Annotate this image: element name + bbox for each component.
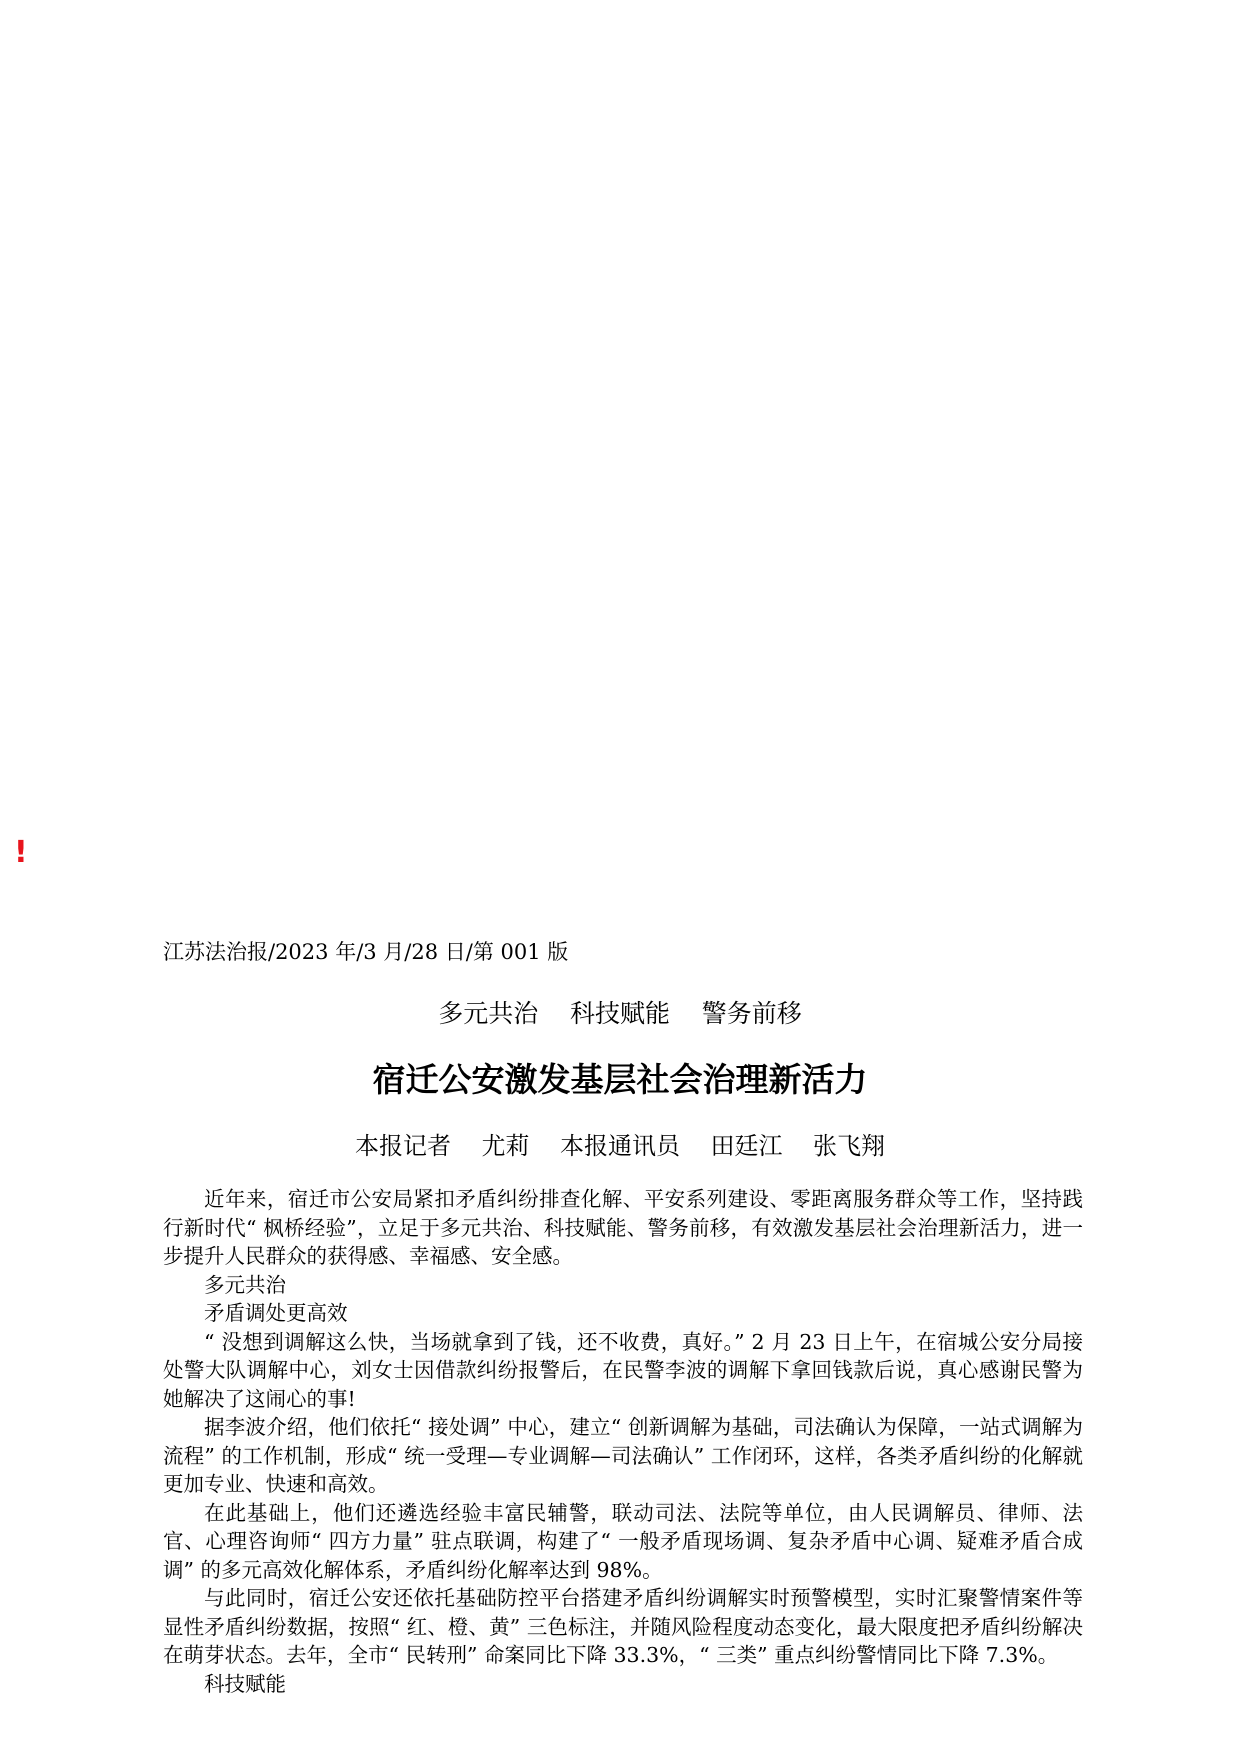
paragraph: “ 没想到调解这么快，当场就拿到了钱，还不收费，真好。” 2 月 23 日上午，在宿城公安分局接处警大队调解中心，刘女士因借款纠纷报警后，在民警李波的调解下拿回钱款后说，真心感谢民警为她解决了这闹心的事! (163, 1329, 1083, 1411)
section-subheading: 矛盾调处更高效 (204, 1301, 348, 1325)
section-heading: 科技赋能 (204, 1671, 286, 1696)
section-heading: 多元共治 (204, 1272, 286, 1297)
paragraph: 与此同时，宿迁公安还依托基础防控平台搭建矛盾纠纷调解实时预警模型，实时汇聚警情案件等显性矛盾纠纷数据，按照“ 红、橙、黄” 三色标注，并随风险程度动态变化，最大限度把矛盾纠纷解决在萌芽状态。去年，全市“ 民转刑” 命案同比下降 33.3%，“ 三类” 重点纠纷警情同比下降 7.3%。 (163, 1586, 1083, 1667)
paragraph: 在此基础上，他们还遴选经验丰富民辅警，联动司法、法院等单位，由人民调解员、律师、法官、心理咨询师“ 四方力量” 驻点联调，构建了“ 一般矛盾现场调、复杂矛盾中心调、疑难矛盾合成调” 的多元高效化解体系，矛盾纠纷化解率达到 98%。 (163, 1500, 1083, 1582)
article-body (163, 1185, 1083, 1698)
paragraph-intro: 近年来，宿迁市公安局紧扣矛盾纠纷排查化解、平安系列建设、零距离服务群众等工作，坚持践行新时代“ 枫桥经验”，立足于多元共治、科技赋能、警务前移，有效激发基层社会治理新活力，进一步提升人民群众的获得感、幸福感、安全感。 (163, 1187, 1083, 1268)
publication-source: 江苏法治报/2023 年/3 月/28 日/第 001 版 (163, 940, 569, 964)
article-subtitle: 多元共治 科技赋能 警务前移 (438, 999, 802, 1028)
paragraph: 据李波介绍，他们依托“ 接处调” 中心，建立“ 创新调解为基础，司法确认为保障，一站式调解为流程” 的工作机制，形成“ 统一受理—专业调解—司法确认” 工作闭环，这样，各类矛盾纠纷的化解就更加专业、快速和高效。 (163, 1415, 1083, 1496)
article-title: 宿迁公安激发基层社会治理新活力 (372, 1060, 868, 1099)
article-byline: 本报记者 尤莉 本报通讯员 田廷江 张飞翔 (354, 1132, 886, 1160)
warning-mark: ! (14, 835, 28, 870)
